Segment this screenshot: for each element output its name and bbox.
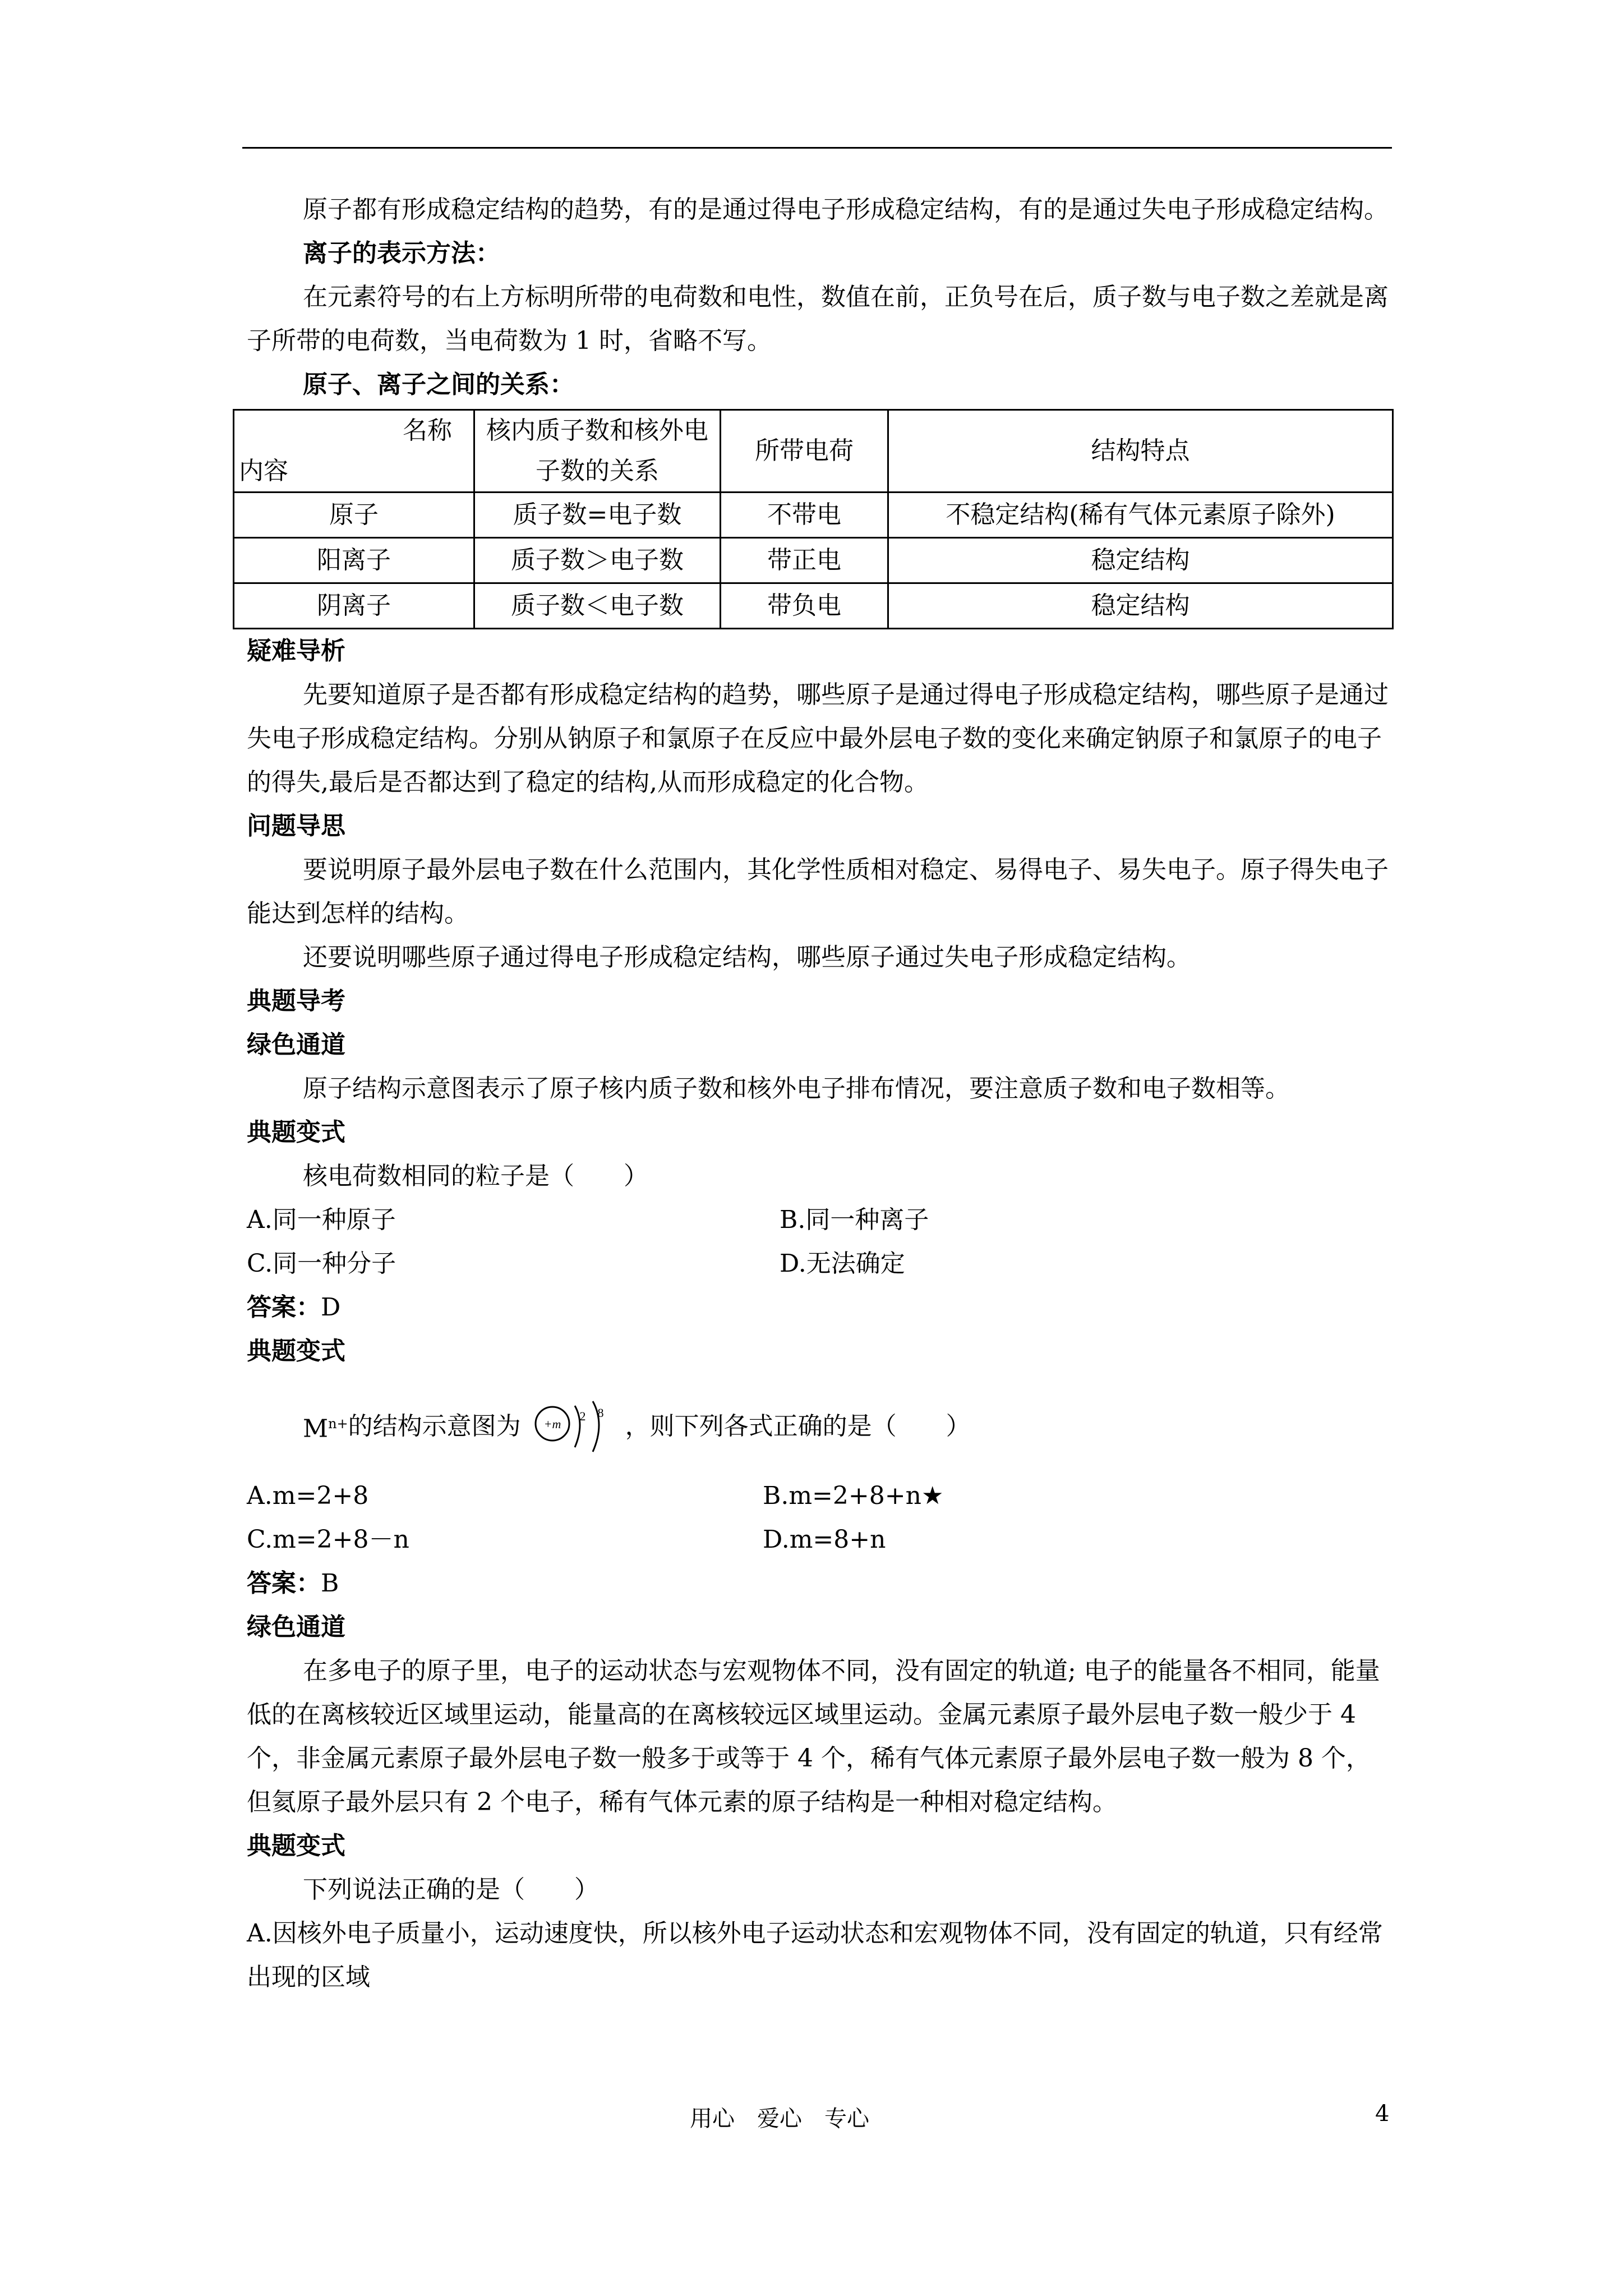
question-text-suffix: ，则下列各式正确的是（ ） [625,1412,971,1441]
cell-feature: 稳定结构 [888,583,1393,629]
options-row [247,1474,1391,1518]
option-a: A.因核外电子质量小，运动速度快，所以核外电子运动状态和宏观物体不同，没有固定的轨道，只有经常出现的区域 [247,1919,1383,1991]
shell-2-count: 8 [597,1406,604,1420]
example-guide-heading: 典题导考 [247,987,345,1015]
options-row [247,1198,1391,1242]
option-c: C.同一种分子 [247,1249,396,1278]
answer-line [247,1562,1391,1605]
question-text-mid: 的结构示意图为 [348,1412,521,1441]
option-a: A.同一种原子 [247,1205,396,1234]
ion-symbol [303,1402,348,1451]
page-number: 4 [1375,2101,1390,2127]
answer-label: 答案： [247,1293,321,1322]
answer-line [247,1286,1391,1329]
variant-heading: 典题变式 [247,1118,345,1147]
cell-name: 阳离子 [234,538,474,583]
header-content-label: 内容 [239,457,288,485]
option-d: D.m=8+n [763,1525,886,1554]
cell-relation: 质子数＜电子数 [474,583,721,629]
cell-charge: 不带电 [721,493,888,538]
question-guide-heading: 问题导思 [247,812,345,840]
cell-charge: 带正电 [721,538,888,583]
green-channel-paragraph: 原子结构示意图表示了原子核内质子数和核外电子排布情况，要注意质子数和电子数相等。 [303,1074,1290,1103]
ion-paragraph: 在元素符号的右上方标明所带的电荷数和电性，数值在前，正负号在后，质子数与电子数之差就是离子所带的电荷数，当电荷数为 1 时，省略不写。 [247,283,1389,355]
relation-heading: 原子、离子之间的关系： [303,370,574,399]
header-name-label: 名称 [403,416,452,445]
options-row [247,1242,1391,1286]
answer-value: B [321,1569,339,1598]
cell-charge: 带负电 [721,583,888,629]
header-charge: 所带电荷 [721,410,888,493]
variant-question: 核电荷数相同的粒子是（ ） [303,1162,648,1190]
cell-feature: 不稳定结构(稀有气体元素原子除外) [888,493,1393,538]
ion-letter: M [303,1414,329,1443]
cell-relation: 质子数=电子数 [474,493,721,538]
difficulty-paragraph: 先要知道原子是否都有形成稳定结构的趋势，哪些原子是通过得电子形成稳定结构，哪些原子是通过失电子形成稳定结构。分别从钠原子和氯原子在反应中最外层电子数的变化来确定钠原子和氯原子的电子的得失,最后是否都达到了稳定的结构,从而形成稳定的化合物。 [247,680,1389,797]
header-rule [242,147,1392,149]
option-a: A.m=2+8 [247,1481,369,1510]
answer-label: 答案： [247,1569,321,1598]
table-row [234,538,1393,583]
page-content [239,188,1391,1999]
footer-motto: 用心 爱心 专心 [690,2106,869,2132]
cell-feature: 稳定结构 [888,538,1393,583]
header-feature: 结构特点 [888,410,1393,493]
intro-paragraph: 原子都有形成稳定结构的趋势，有的是通过得电子形成稳定结构，有的是通过失电子形成稳定结构。 [303,195,1389,224]
option-b: B.m=2+8+n★ [763,1481,944,1510]
atom-ion-table [233,409,1394,629]
question-guide-paragraph-1: 要说明原子最外层电子数在什么范围内，其化学性质相对稳定、易得电子、易失电子。原子得失电子能达到怎样的结构。 [247,855,1389,928]
nucleus-label: +m [543,1417,561,1431]
shell-1-count: 2 [579,1409,586,1423]
header-relation: 核内质子数和核外电子数的关系 [474,410,721,493]
atom-structure-diagram [530,1396,620,1457]
table-row [234,583,1393,629]
green-channel-heading: 绿色通道 [247,1030,345,1059]
cell-name: 原子 [234,493,474,538]
variant-heading: 典题变式 [247,1337,345,1365]
variant-heading: 典题变式 [247,1832,345,1860]
green-channel-paragraph: 在多电子的原子里，电子的运动状态与宏观物体不同，没有固定的轨道; 电子的能量各不相同，能量低的在离核较近区域里运动，能量高的在离核较远区域里运动。金属元素原子最外层电子数一般少于 4 个，非金属元素原子最外层电子数一般多于或等于 4 个，稀有气体元素原子最外层电子数一般为 8 个，但氦原子最外层只有 2 个电子，稀有气体元素的原子结构是一种相对稳定结构。 [247,1657,1380,1816]
cell-relation: 质子数＞电子数 [474,538,721,583]
difficulty-heading: 疑难导析 [247,637,345,665]
table-row [234,493,1393,538]
ion-heading: 离子的表示方法： [303,239,500,268]
option-c: C.m=2+8－n [247,1525,409,1554]
cell-name: 阴离子 [234,583,474,629]
question-guide-paragraph-2: 还要说明哪些原子通过得电子形成稳定结构，哪些原子通过失电子形成稳定结构。 [303,943,1191,972]
table-header-row [234,410,1393,493]
variant-question: 下列说法正确的是（ ） [303,1875,599,1904]
variant-question-with-diagram [247,1396,1391,1457]
option-d: D.无法确定 [780,1249,905,1278]
options-row [247,1518,1391,1562]
ion-charge-superscript: n+ [328,1416,348,1432]
table-corner-header [234,410,474,493]
option-b: B.同一种离子 [780,1205,929,1234]
answer-value: D [321,1293,341,1322]
green-channel-heading: 绿色通道 [247,1613,345,1641]
